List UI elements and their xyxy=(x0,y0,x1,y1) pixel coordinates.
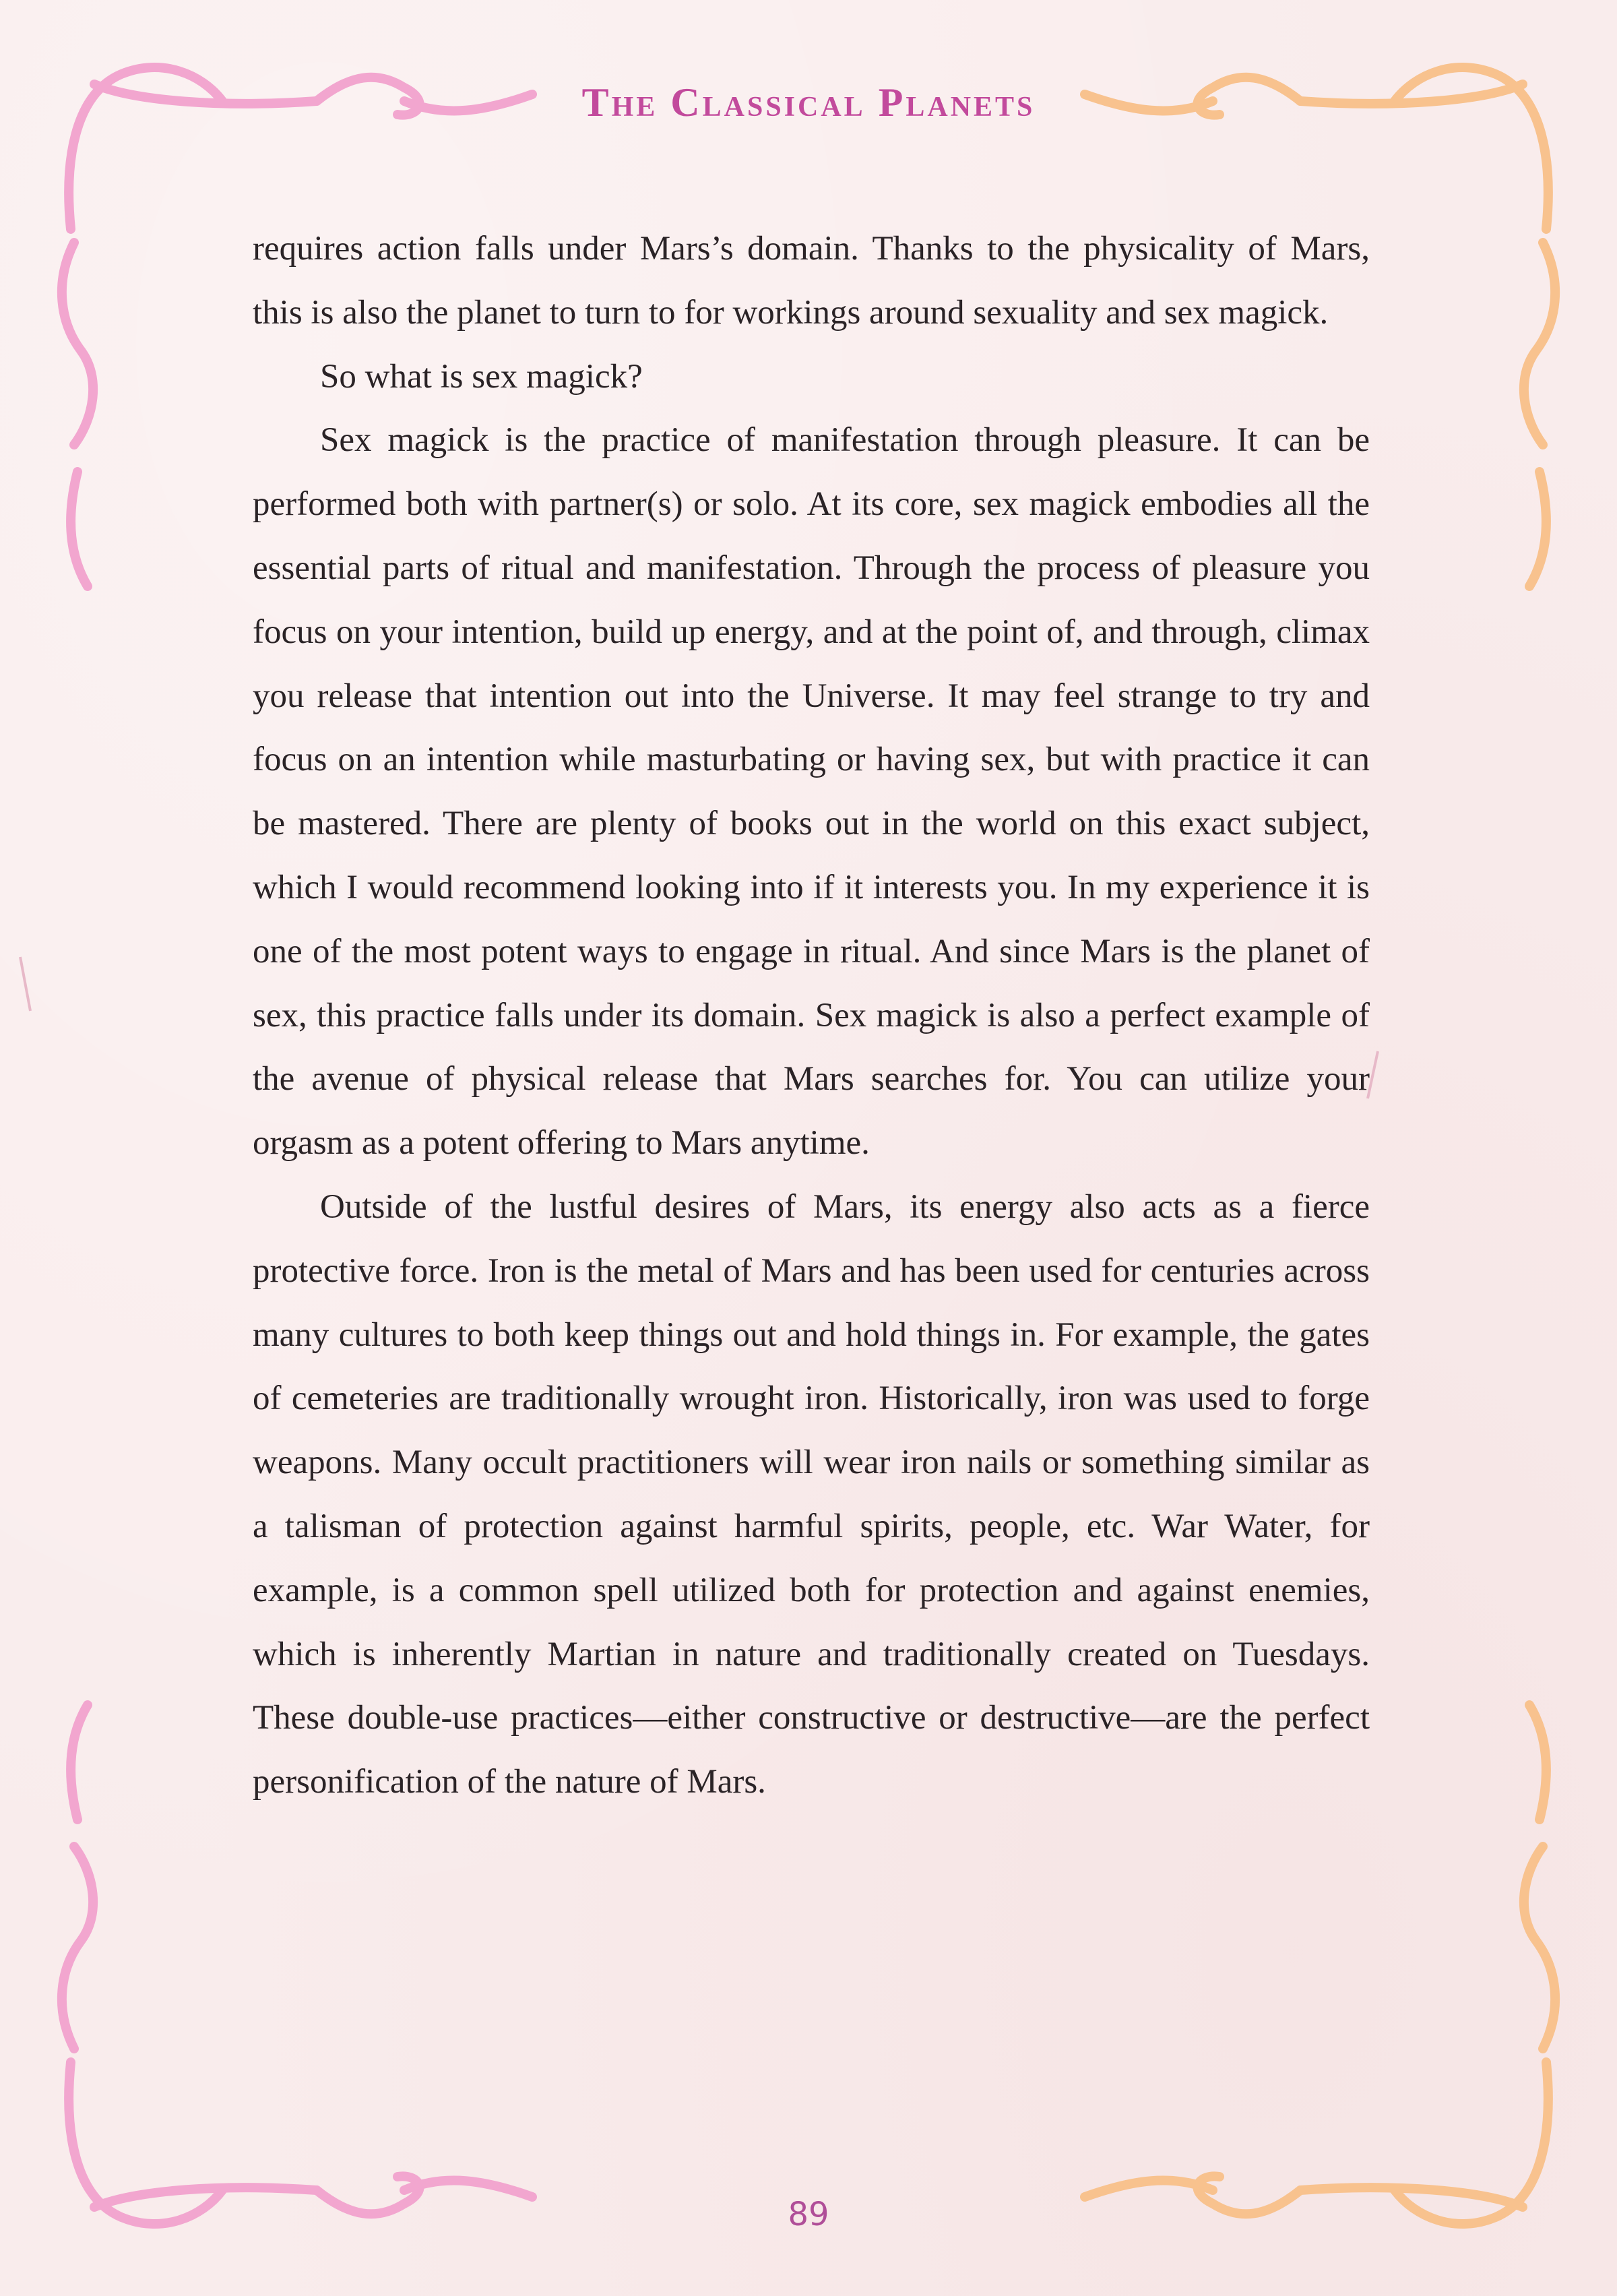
side-accent-left xyxy=(20,957,30,1011)
body-text xyxy=(253,217,1370,1814)
running-head: The Classical Planets xyxy=(581,80,1036,125)
paragraph: Sex magick is the practice of manifestation through pleasure. It can be performed both with partner(s) or solo. At its core, sex magick embodies all the essential parts of ritual and manifestation. Through the process of pleasure you focus on your intention, build up energy, and at the point of, and through, climax you release that intention out into the Universe. It may feel strange to try and focus on an intention while masturbating or having sex, but with practice it can be mastered. There are plenty of books out in the world on this exact subject, which I would recommend looking into if it interests you. In my experience it is one of the most potent ways to engage in ritual. And since Mars is the planet of sex, this practice falls under its domain. Sex magick is also a perfect example of the avenue of physical release that Mars searches for. You can utilize your orgasm as a potent offering to Mars anytime. xyxy=(253,421,1370,1162)
paragraph: requires action falls under Mars’s domain. Thanks to the physicality of Mars, this is also the planet to turn to for workings around sexuality and sex magick. xyxy=(253,230,1370,332)
page-number: 89 xyxy=(788,2196,829,2233)
paragraph: So what is sex magick? xyxy=(320,357,643,396)
paragraph: Outside of the lustful desires of Mars, its energy also acts as a fierce protective force. Iron is the metal of Mars and has been used for centuries across many cultures to both keep things out and hold things in. For example, the gates of cemeteries are traditionally wrought iron. Historically, iron was used to forge weapons. Many occult practitioners will wear iron nails or something similar as a talisman of protection against harmful spirits, people, etc. War Water, for example, is a common spell utilized both for protection and against enemies, which is inherently Martian in nature and traditionally created on Tuesdays. These double-use practices—either constructive or destructive—are the perfect personification of the nature of Mars. xyxy=(253,1187,1370,1801)
